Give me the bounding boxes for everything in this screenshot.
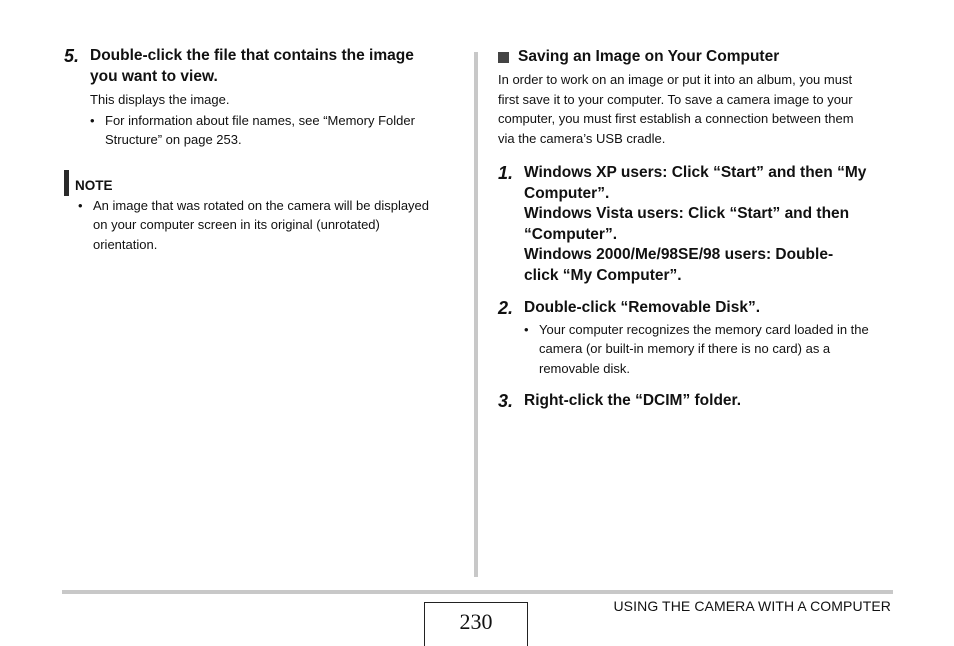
note-block — [64, 170, 459, 255]
step-3 — [498, 391, 893, 412]
note-text: orientation. — [93, 236, 158, 252]
step-title-line: Computer”. — [524, 184, 610, 202]
bullet-text: Your computer recognizes the memory card loaded in the — [539, 321, 869, 337]
step-number: 1. — [498, 163, 514, 183]
bullet-text: removable disk. — [539, 360, 631, 376]
step-number: 3. — [498, 391, 514, 411]
square-bullet-icon — [498, 52, 509, 63]
note-bar-icon — [64, 170, 69, 196]
step-title — [90, 46, 414, 87]
step-title: Right-click the “DCIM” folder. — [524, 392, 742, 409]
note-text: An image that was rotated on the camera will be displayed — [93, 197, 430, 213]
step-number: 5. — [64, 46, 80, 66]
right-column — [498, 46, 893, 412]
column-divider — [474, 52, 478, 577]
intro-line: In order to work on an image or put it into an album, you must — [498, 72, 853, 87]
step-body: This displays the image. — [90, 92, 230, 107]
step-title — [524, 163, 866, 286]
section-heading — [498, 46, 893, 68]
note-heading — [64, 170, 459, 196]
chapter-title: USING THE CAMERA WITH A COMPUTER — [613, 598, 891, 614]
bullet-text: For information about file names, see “Memory Folder — [105, 112, 415, 128]
intro-line: first save it to your computer. To save a camera image to your — [498, 91, 853, 107]
bullet-icon: • — [90, 112, 95, 128]
bullet-text: camera (or built-in memory if there is no card) as a — [539, 341, 831, 356]
step-1 — [498, 163, 893, 286]
step-title-line: click “My Computer”. — [524, 266, 682, 284]
note-label: NOTE — [75, 178, 113, 193]
step-5 — [64, 46, 459, 87]
intro-line: computer, you must first establish a connection between them — [498, 111, 854, 126]
intro-paragraph — [498, 70, 893, 148]
step-title-line: you want to view. — [90, 67, 218, 85]
intro-line: via the camera’s USB cradle. — [498, 130, 666, 146]
step-title-line: Windows XP users: Click “Start” and then “My — [524, 164, 867, 181]
step-title-line: Windows 2000/Me/98SE/98 users: Double- — [524, 246, 834, 263]
step-title: Double-click “Removable Disk”. — [524, 299, 761, 316]
note-bullet — [78, 196, 459, 255]
step-number: 2. — [498, 298, 514, 318]
bullet-icon: • — [78, 197, 83, 213]
step-title-line: “Computer”. — [524, 225, 617, 243]
page-number: 230 — [424, 602, 528, 646]
bullet-text: Structure” on page 253. — [105, 132, 242, 147]
bullet-item — [90, 111, 459, 150]
bullet-item — [524, 320, 893, 379]
section-title: Saving an Image on Your Computer — [518, 48, 780, 65]
left-column — [64, 46, 459, 254]
bullet-icon: • — [524, 321, 529, 337]
footer-rule — [62, 590, 893, 594]
step-2 — [498, 298, 893, 319]
step-title-line: Windows Vista users: Click “Start” and then — [524, 205, 850, 222]
note-text: on your computer screen in its original (unrotated) — [93, 217, 380, 232]
step-title-line: Double-click the file that contains the image — [90, 47, 414, 64]
